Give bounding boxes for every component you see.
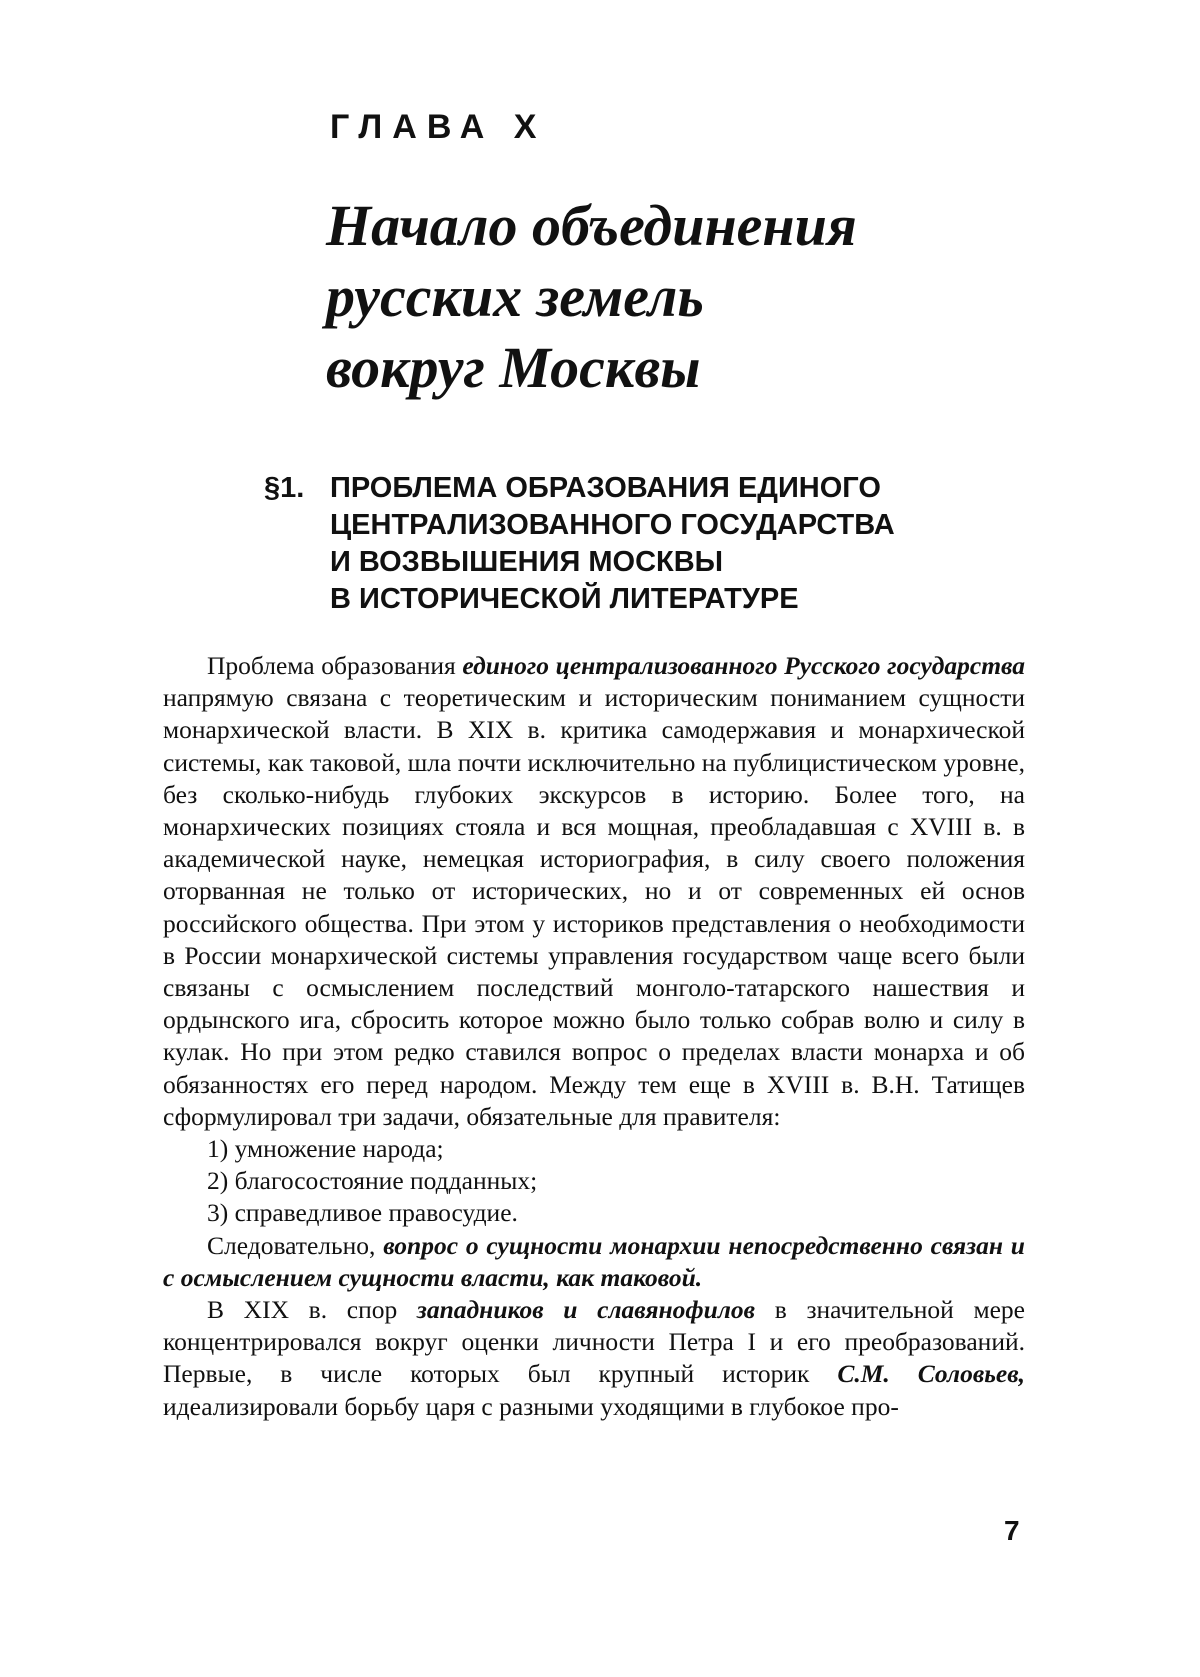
section-title-line: ПРОБЛЕМА ОБРАЗОВАНИЯ ЕДИНОГО xyxy=(330,470,1064,507)
chapter-title-line: русских земель xyxy=(326,261,1126,332)
paragraph-text: в значительной мере концентрировался вокруг оценки личности Петра I и его преобразований. Первые, в числе которых был крупный историк xyxy=(163,1295,1025,1388)
section-number: §1. xyxy=(264,470,304,507)
chapter-label: ГЛАВА X xyxy=(330,108,546,147)
chapter-title-line: Начало объединения xyxy=(326,190,1126,261)
paragraph xyxy=(163,1230,1025,1294)
paragraph-text: Проблема образования xyxy=(207,651,462,680)
list-item: 3) справедливое правосудие. xyxy=(163,1197,1025,1229)
paragraph xyxy=(163,1294,1025,1423)
paragraph-emphasis: С.М. Соловьев, xyxy=(837,1359,1025,1388)
paragraph-emphasis: единого централизованного Русского государства xyxy=(462,651,1025,680)
paragraph-emphasis: вопрос о сущности монархии непосредственно связан и с осмыслением сущности власти, как таковой. xyxy=(163,1231,1025,1292)
paragraph xyxy=(163,650,1025,1133)
section-title-line: В ИСТОРИЧЕСКОЙ ЛИТЕРАТУРЕ xyxy=(330,581,1064,618)
list-item: 2) благосостояние подданных; xyxy=(163,1165,1025,1197)
chapter-title-line: вокруг Москвы xyxy=(326,332,1126,403)
body-text xyxy=(163,650,1025,1423)
page-number: 7 xyxy=(1004,1515,1020,1547)
paragraph-emphasis: западников и славянофилов xyxy=(417,1295,755,1324)
paragraph-text: В XIX в. спор xyxy=(207,1295,417,1324)
book-page xyxy=(0,0,1200,1677)
paragraph-text: Следовательно, xyxy=(207,1231,383,1260)
paragraph-text: напрямую связана с теоретическим и историческим пониманием сущности монархической власти. В XIX в. критика самодержавия и монархической системы, как таковой, шла почти исключительно на публицистическом уровне, без сколько-нибудь глубоких экскурсов в историю. Более того, на монархических позициях стояла и вся мощная, преобладавшая с XVIII в. в академической науке, немецкая историография, в силу своего положения оторванная не только от исторических, но и от современных ей основ российского общества. При этом у историков представления о необходимости в России монархической системы управления государством чаще всего были связаны с осмыслением последствий монголо-татарского нашествия и ордынского ига, сбросить которое можно было только собрав волю и силу в кулак. Но при этом редко ставился вопрос о пределах власти монарха и об обязанностях его перед народом. Между тем еще в XVIII в. В.Н. Татищев сформулировал три задачи, обязательные для правителя: xyxy=(163,683,1025,1131)
section-heading xyxy=(264,470,1064,618)
list-item: 1) умножение народа; xyxy=(163,1133,1025,1165)
chapter-title xyxy=(326,190,1126,403)
paragraph-text: идеализировали борьбу царя с разными уходящими в глубокое про- xyxy=(163,1392,899,1421)
section-title-line: ЦЕНТРАЛИЗОВАННОГО ГОСУДАРСТВА xyxy=(330,507,1064,544)
section-title-line: И ВОЗВЫШЕНИЯ МОСКВЫ xyxy=(330,544,1064,581)
